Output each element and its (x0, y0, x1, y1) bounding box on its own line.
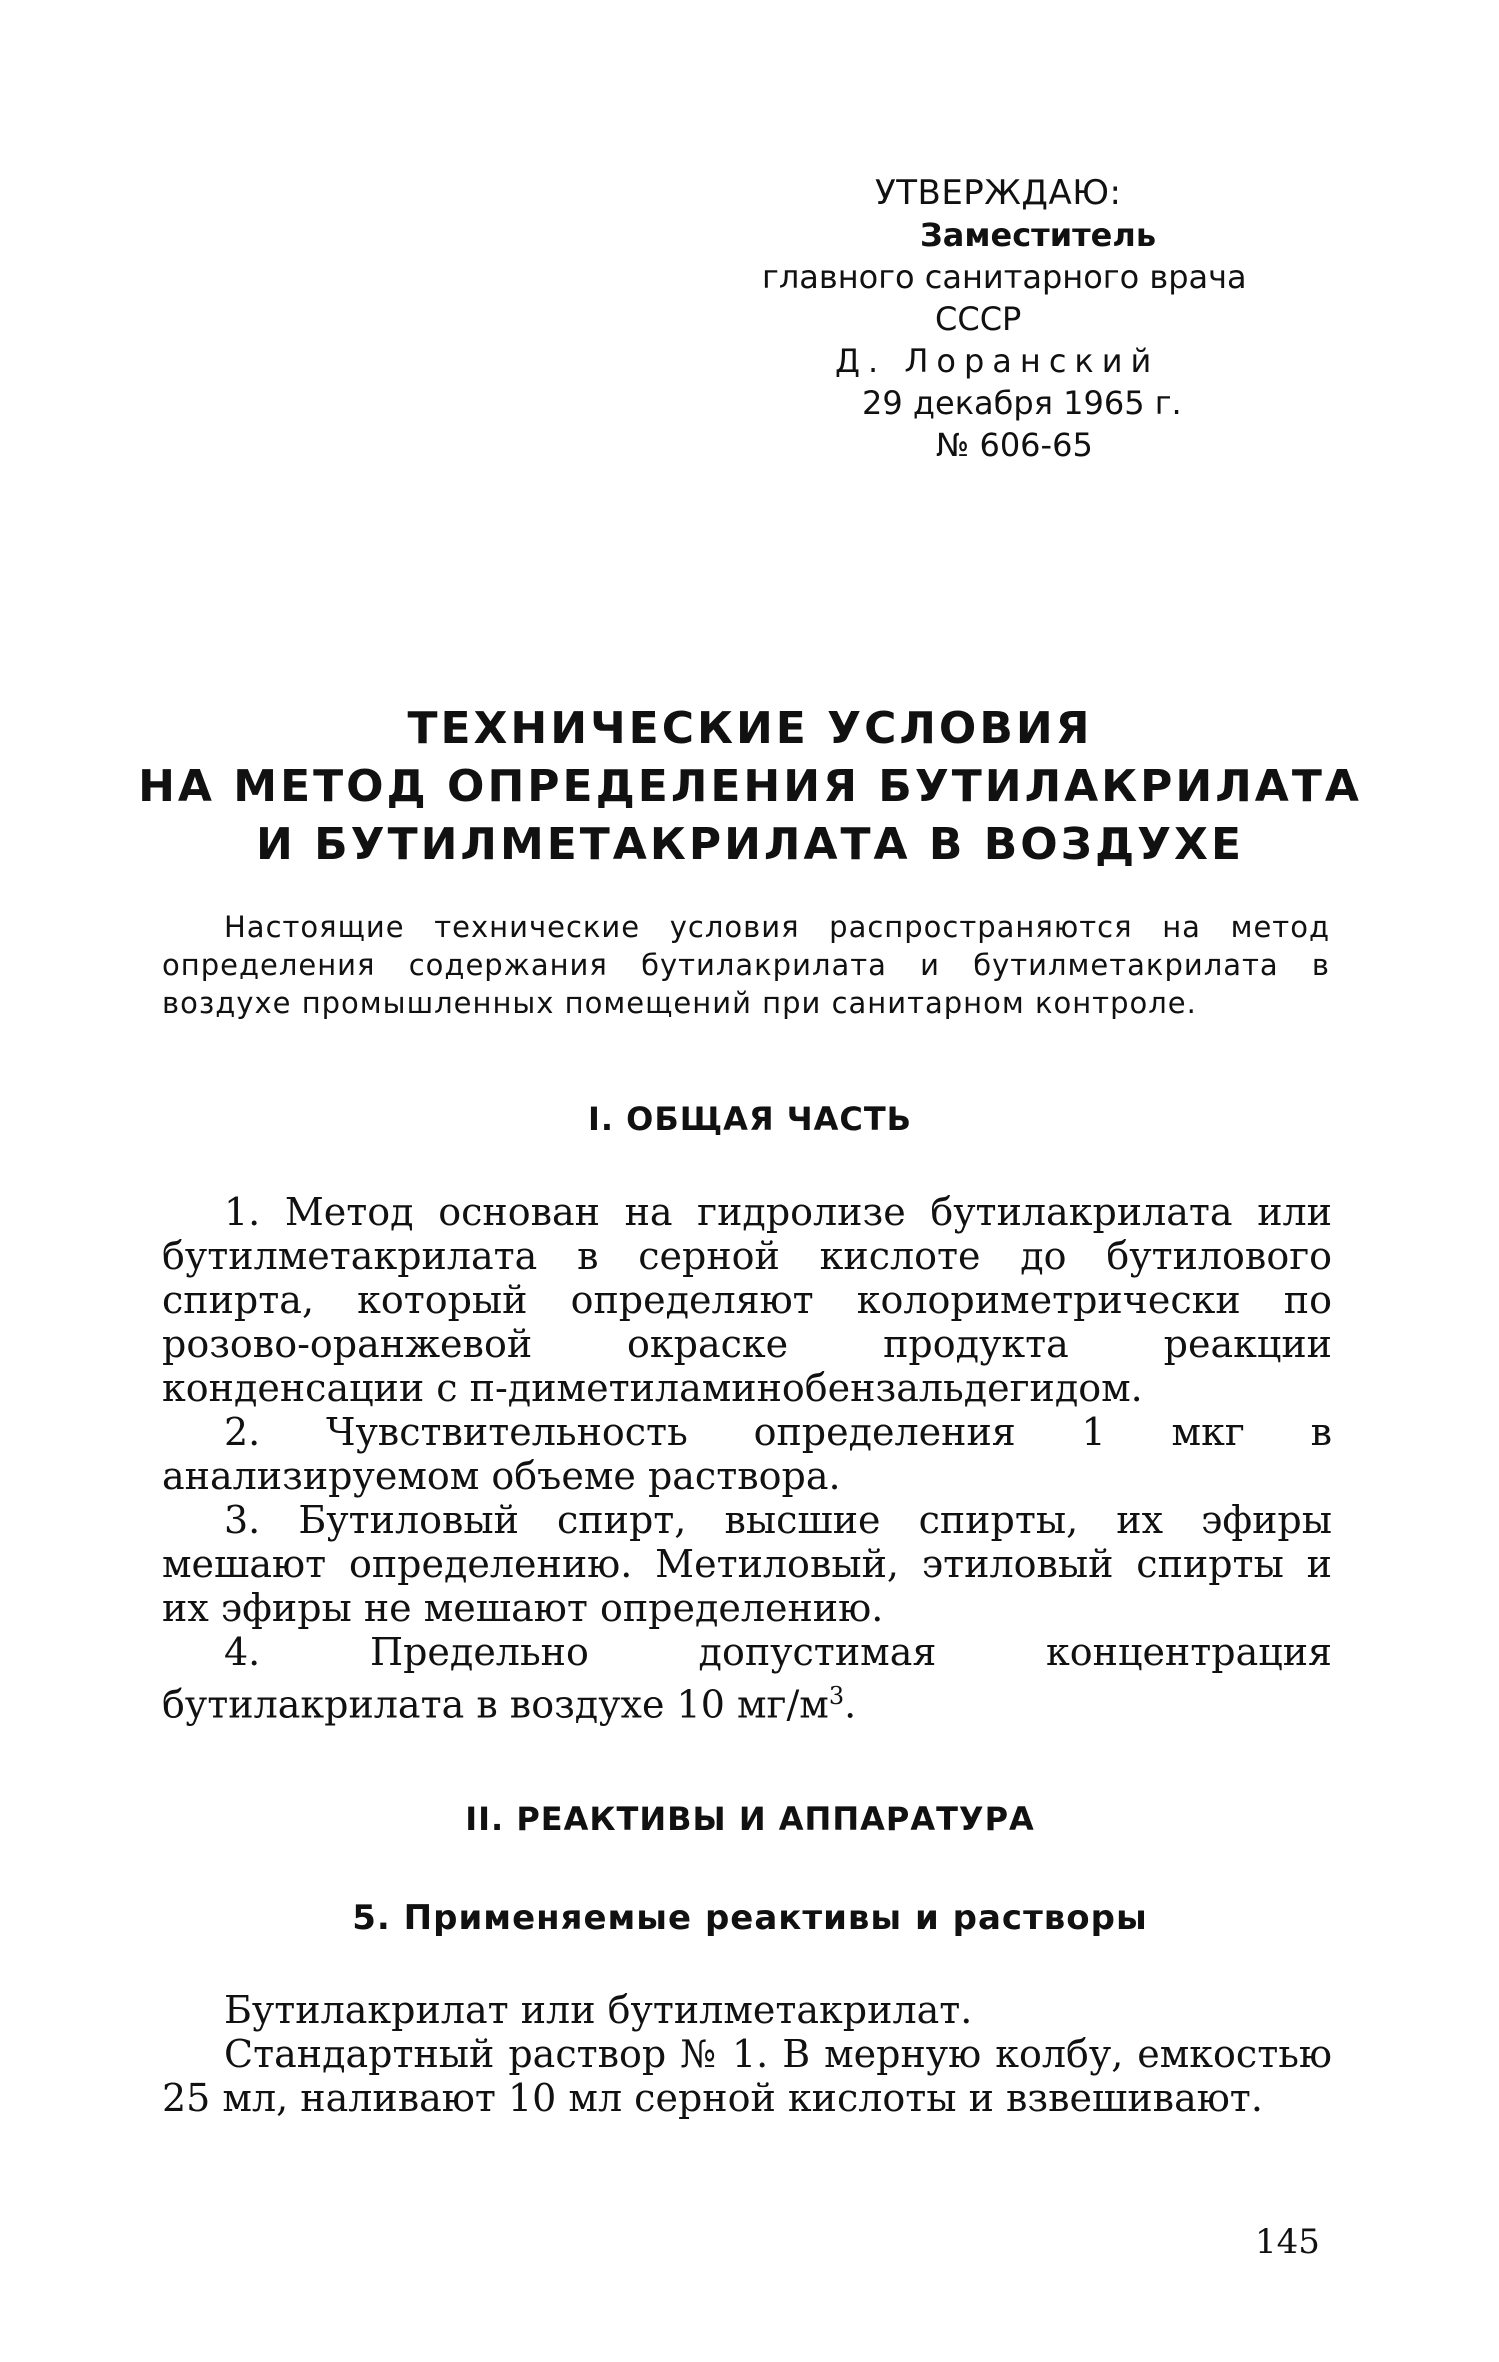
reagent-paragraph-2: Стандартный раствор № 1. В мерную колбу, емкостью 25 мл, наливают 10 мл серной кислоты и взвешивают. (162, 2032, 1332, 2120)
page-number: 145 (1255, 2222, 1320, 2262)
subsection-5-heading: 5. Применяемые реактивы и растворы (352, 1898, 1148, 1938)
approval-country: СССР (935, 300, 1022, 338)
approval-role: Заместитель (920, 216, 1157, 254)
section-1-heading: I. ОБЩАЯ ЧАСТЬ (587, 1100, 913, 1138)
item-4-text: 4. Предельно допустимая концентрация бутилакрилата в воздухе 10 мг/м (162, 1630, 1332, 1727)
item-4 (162, 1630, 1332, 1727)
title-line-1: ТЕХНИЧЕСКИЕ УСЛОВИЯ (407, 703, 1093, 754)
title-line-3: И БУТИЛМЕТАКРИЛАТА В ВОЗДУХЕ (255, 819, 1245, 870)
approval-block (740, 172, 1300, 466)
document-title (120, 700, 1380, 874)
title-line-2: НА МЕТОД ОПРЕДЕЛЕНИЯ БУТИЛАКРИЛАТА (138, 761, 1362, 812)
section-1-items (162, 1190, 1332, 1727)
approval-heading: УТВЕРЖДАЮ: (875, 173, 1122, 213)
approval-organization: главного санитарного врача (762, 258, 1247, 296)
item-4-superscript: 3 (828, 1682, 845, 1710)
item-3: 3. Бутиловый спирт, высшие спирты, их эфиры мешают определению. Метиловый, этиловый спирты и их эфиры не мешают определению. (162, 1498, 1332, 1630)
approval-signer: Д. Лоранский (835, 342, 1160, 380)
reagents-text (162, 1988, 1332, 2120)
item-2: 2. Чувствительность определения 1 мкг в анализируемом объеме раствора. (162, 1410, 1332, 1498)
approval-date: 29 декабря 1965 г. (862, 384, 1182, 422)
item-1: 1. Метод основан на гидролизе бутилакрилата или бутилметакрилата в серной кислоте до бутилового спирта, который определяют колориметрически по розово-оранжевой окраске продукта реакции конденсации с п-диметиламинобензальдегидом. (162, 1190, 1332, 1410)
section-2-heading: II. РЕАКТИВЫ И АППАРАТУРА (465, 1800, 1035, 1838)
intro-paragraph: Настоящие технические условия распространяются на метод определения содержания бутилакрилата и бутилметакрилата в воздухе промышленных помещений при санитарном контроле. (162, 910, 1330, 1020)
item-4-end: . (844, 1682, 857, 1727)
reagent-paragraph-1: Бутилакрилат или бутилметакрилат. (224, 1988, 973, 2032)
approval-number: № 606-65 (936, 426, 1093, 464)
